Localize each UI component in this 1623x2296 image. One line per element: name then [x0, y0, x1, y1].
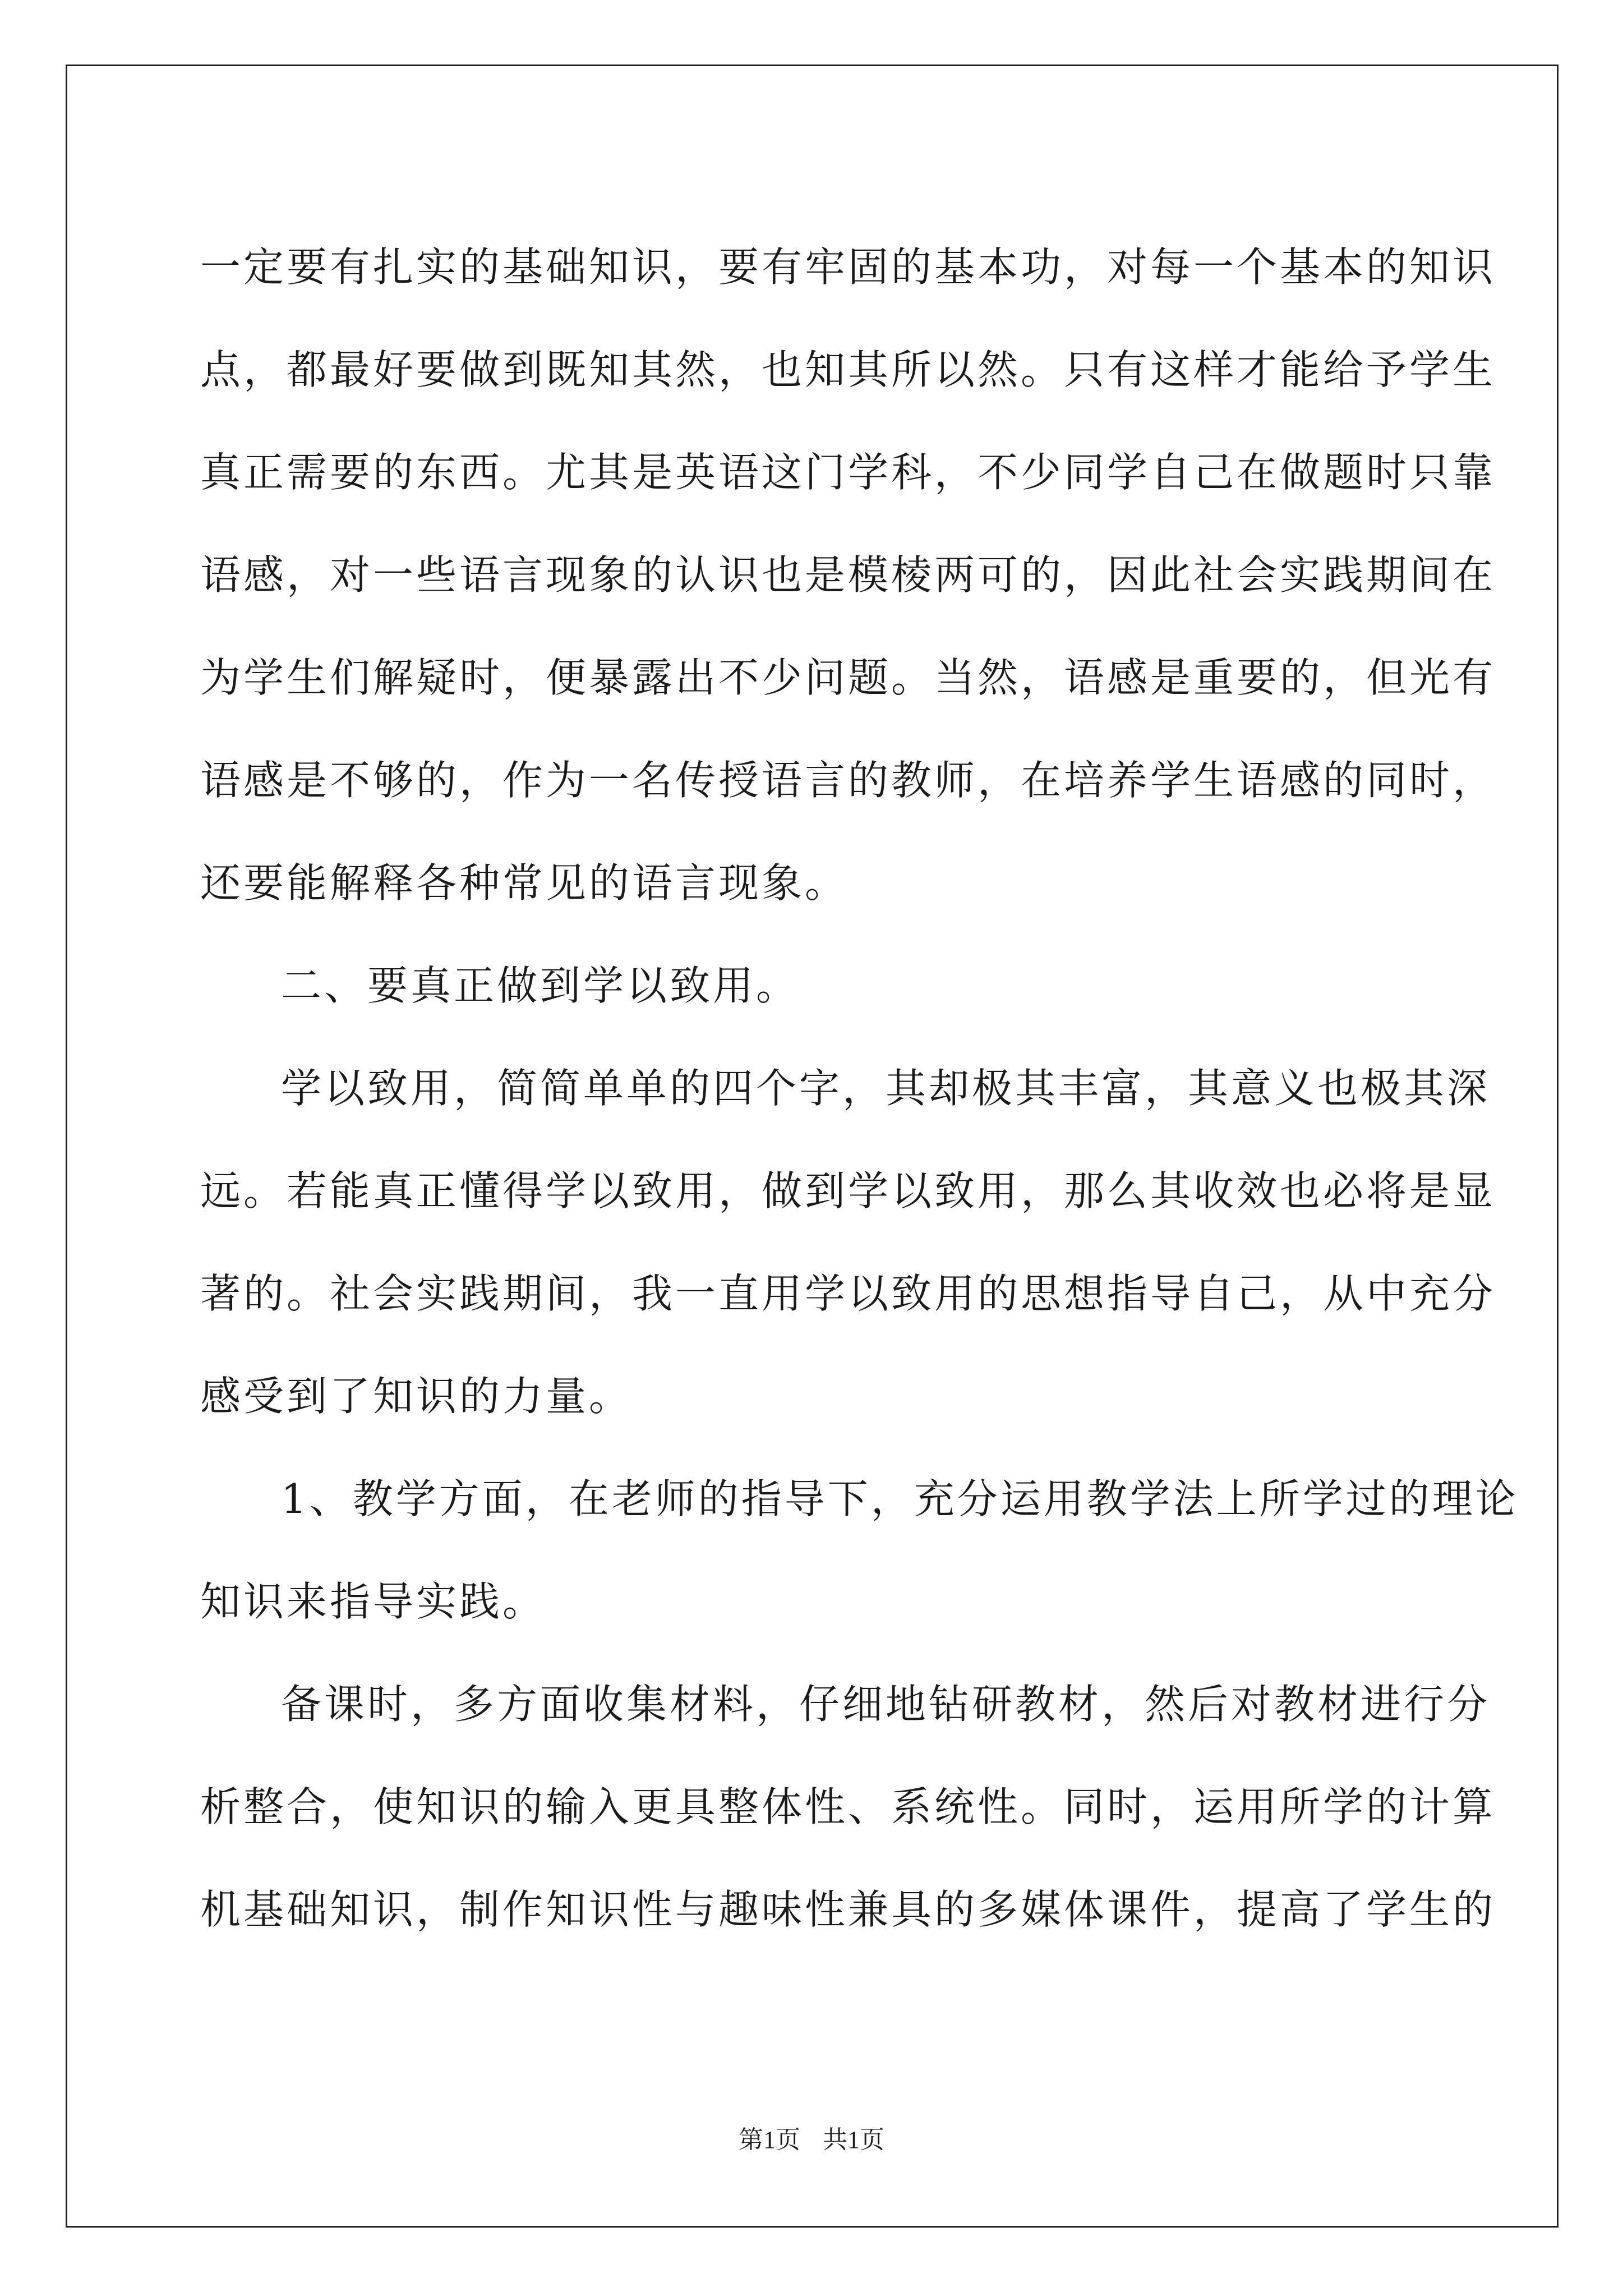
- page-footer: [0, 2123, 1623, 2157]
- text-line: 语感，对一些语言现象的认识也是模棱两可的，因此社会实践期间在: [200, 551, 1496, 599]
- page-number: 第1页: [739, 2126, 800, 2154]
- text-line: 点，都最好要做到既知其然，也知其所以然。只有这样才能给予学生: [200, 346, 1496, 393]
- text-line: 一定要有扎实的基础知识，要有牢固的基本功，对每一个基本的知识: [200, 243, 1496, 291]
- section-heading: 二、要真正做到学以致用。: [281, 962, 800, 1009]
- text-line: 析整合，使知识的输入更具整体性、系统性。同时，运用所学的计算: [200, 1783, 1496, 1830]
- text-line: 为学生们解疑时，便暴露出不少问题。当然，语感是重要的，但光有: [200, 654, 1496, 701]
- document-body: [200, 216, 1519, 1961]
- text-line: 真正需要的东西。尤其是英语这门学科，不少同学自己在做题时只靠: [200, 449, 1496, 496]
- text-line: 远。若能真正懂得学以致用，做到学以致用，那么其收效也必将是显: [200, 1167, 1496, 1214]
- text-line: 著的。社会实践期间，我一直用学以致用的思想指导自己，从中充分: [200, 1270, 1496, 1317]
- text-line: 感受到了知识的力量。: [200, 1373, 633, 1420]
- text-line: 语感是不够的，作为一名传授语言的教师，在培养学生语感的同时，: [200, 757, 1496, 804]
- paragraph-first-line: 学以致用，简简单单的四个字，其却极其丰富，其意义也极其深: [281, 1065, 1491, 1112]
- text-line: 知识来指导实践。: [200, 1578, 546, 1625]
- text-line: 还要能解释各种常见的语言现象。: [200, 859, 849, 907]
- paragraph-first-line: 1、教学方面，在老师的指导下，充分运用教学法上所学过的理论: [281, 1475, 1519, 1522]
- page-total: 共1页: [823, 2126, 884, 2154]
- paragraph-first-line: 备课时，多方面收集材料，仔细地钻研教材，然后对教材进行分: [281, 1681, 1491, 1728]
- text-line: 机基础知识，制作知识性与趣味性兼具的多媒体课件，提高了学生的: [200, 1886, 1496, 1933]
